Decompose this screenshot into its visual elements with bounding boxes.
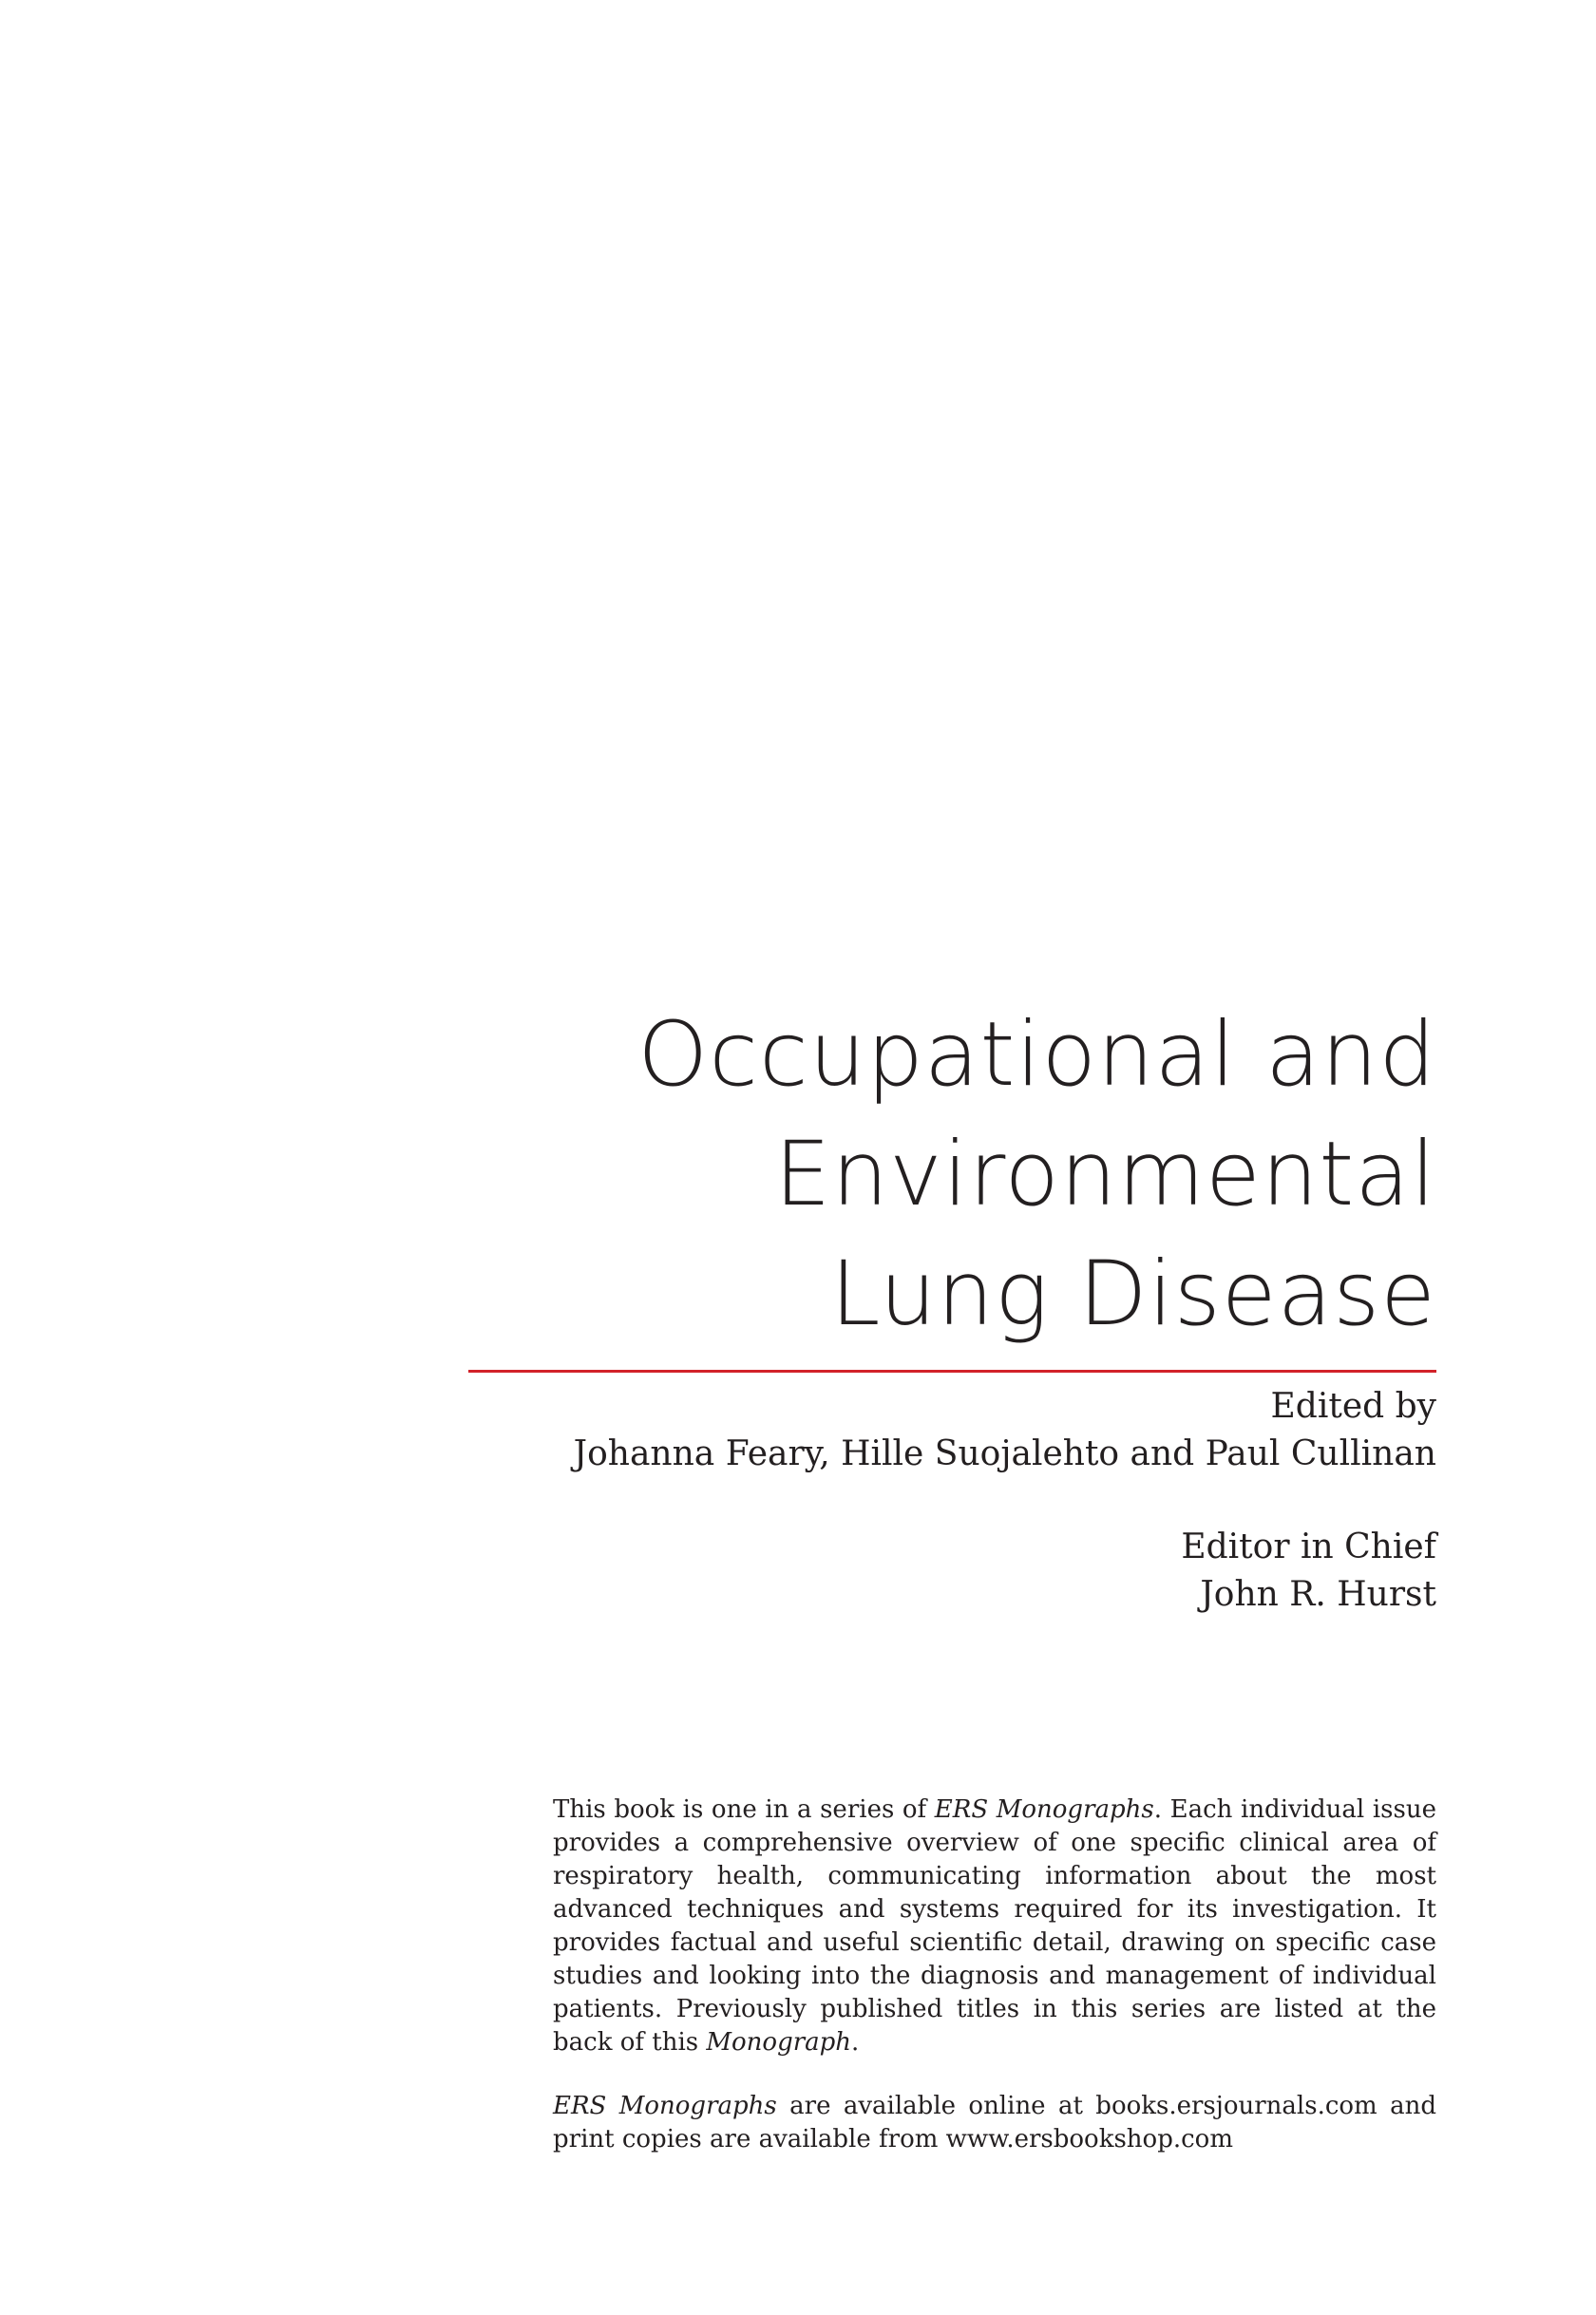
- title-line-3: Lung Disease: [830, 1243, 1436, 1346]
- editor-in-chief-name: John R. Hurst: [1200, 1575, 1436, 1614]
- edited-by-label: Edited by: [1270, 1387, 1436, 1426]
- editor-names: Johanna Feary, Hille Suojalehto and Paul Cullinan: [573, 1434, 1436, 1473]
- editor-in-chief-label: Editor in Chief: [1181, 1528, 1436, 1566]
- availability-series-name: ERS Monographs: [553, 2092, 777, 2120]
- book-title: [581, 996, 1436, 1355]
- description-part-2: . Each individual issue provides a comprehensive overview of one specific clinical area of respiratory health, communicating information about the most advanced techniques and systems required for its investigation. It provides factual and useful scientific detail, drawing on specific case studies and looking into the diagnosis and management of individual patients. Previously published titles in this series are listed at the back of this: [553, 1795, 1436, 2057]
- description-part-3: .: [851, 2028, 860, 2057]
- editor-in-chief-block: [771, 1524, 1436, 1619]
- editors-block: [486, 1383, 1436, 1478]
- description-part-1: This book is one in a series of: [553, 1795, 935, 1824]
- series-name: ERS Monographs: [934, 1795, 1154, 1824]
- title-divider: [468, 1370, 1436, 1373]
- title-line-1: Occupational and: [637, 1003, 1436, 1107]
- availability-note: [553, 2090, 1436, 2156]
- series-description: [553, 1793, 1436, 2059]
- title-line-2: Environmental: [774, 1123, 1436, 1226]
- availability-text: are available online at books.ersjournals.com and print copies are available from www.ersbookshop.com: [553, 2092, 1436, 2154]
- monograph-word: Monograph: [706, 2028, 852, 2057]
